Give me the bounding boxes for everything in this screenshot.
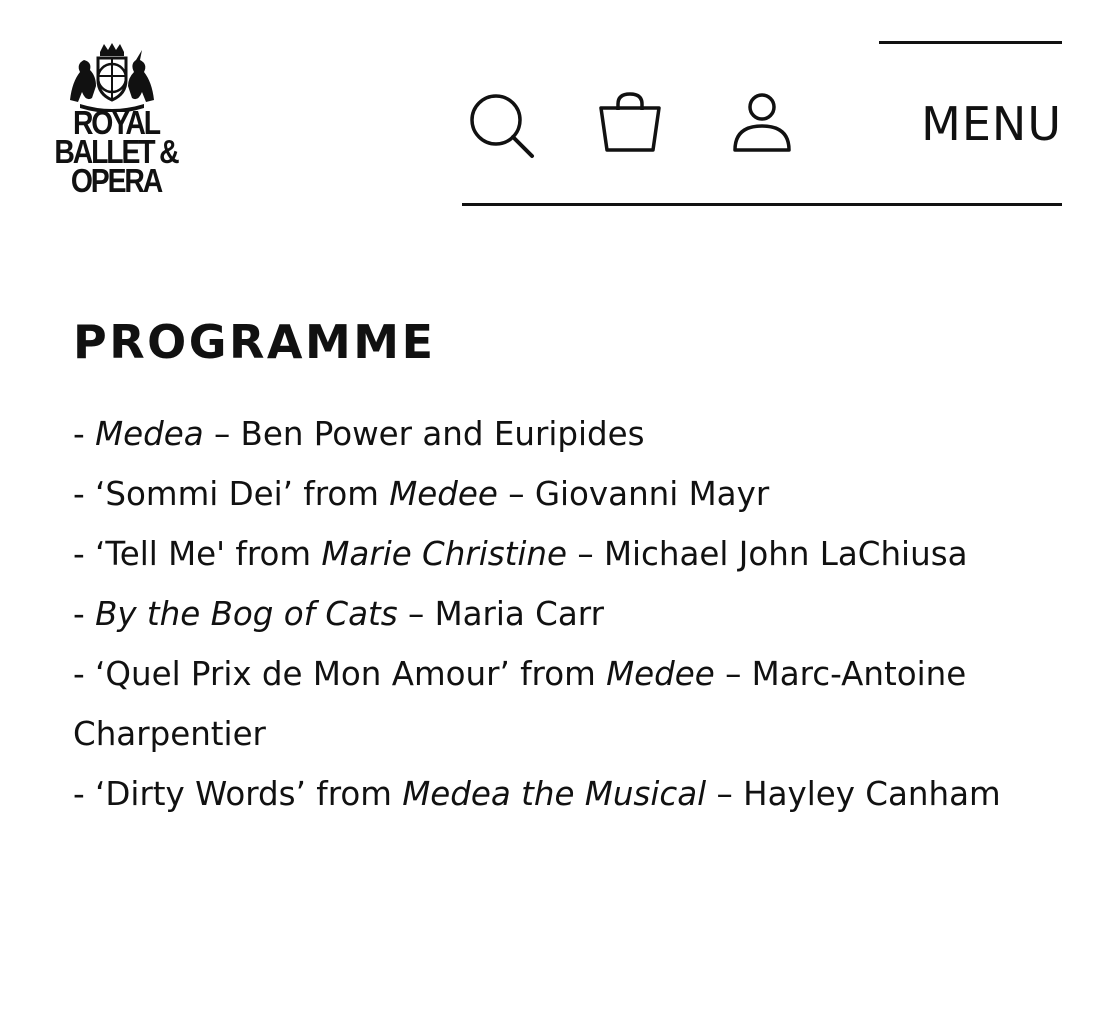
site-logo[interactable] [40, 42, 200, 207]
item-prefix: - [73, 415, 96, 453]
item-prefix: - [73, 475, 96, 513]
item-title: ‘Dirty Words’ from [95, 775, 403, 813]
programme-heading: PROGRAMME [73, 315, 436, 369]
search-icon [466, 90, 536, 160]
item-work: By the Bog of Cats [95, 595, 398, 633]
programme-item [73, 524, 1033, 584]
item-work: Medea [95, 415, 204, 453]
logo-line-3: OPERA [70, 162, 162, 199]
logo-line-2: BALLET & [54, 133, 178, 170]
basket-button[interactable] [595, 90, 665, 160]
royal-crest-icon [62, 42, 162, 112]
item-title: ‘Sommi Dei’ from [95, 475, 390, 513]
account-button[interactable] [727, 90, 797, 160]
basket-icon [595, 90, 665, 160]
menu-button[interactable]: MENU [921, 97, 1062, 151]
item-title: ‘Quel Prix de Mon Amour’ from [95, 655, 607, 693]
item-prefix: - [73, 595, 96, 633]
account-icon [727, 90, 797, 160]
programme-item [73, 464, 1033, 524]
item-credit: – Hayley Canham [706, 775, 1001, 813]
item-credit: – Maria Carr [397, 595, 604, 633]
item-work: Medea the Musical [402, 775, 707, 813]
item-prefix: - [73, 655, 96, 693]
item-work: Medee [606, 655, 715, 693]
search-button[interactable] [466, 90, 536, 160]
item-credit: – Marc-Antoine Charpentier [73, 655, 967, 753]
programme-list [73, 404, 1033, 824]
item-prefix: - [73, 535, 96, 573]
item-credit: – Michael John LaChiusa [567, 535, 968, 573]
programme-item [73, 584, 1033, 644]
item-prefix: - [73, 775, 96, 813]
item-credit: – Giovanni Mayr [497, 475, 770, 513]
programme-item [73, 404, 1033, 464]
item-credit: – Ben Power and Euripides [203, 415, 645, 453]
logo-line-1: ROYAL [72, 104, 159, 141]
nav-bottom-divider [462, 203, 1062, 206]
programme-item [73, 644, 1033, 764]
item-title: ‘Tell Me' from [95, 535, 322, 573]
nav-top-divider [879, 41, 1062, 44]
item-work: Medee [389, 475, 498, 513]
item-work: Marie Christine [321, 535, 568, 573]
programme-item [73, 764, 1033, 824]
